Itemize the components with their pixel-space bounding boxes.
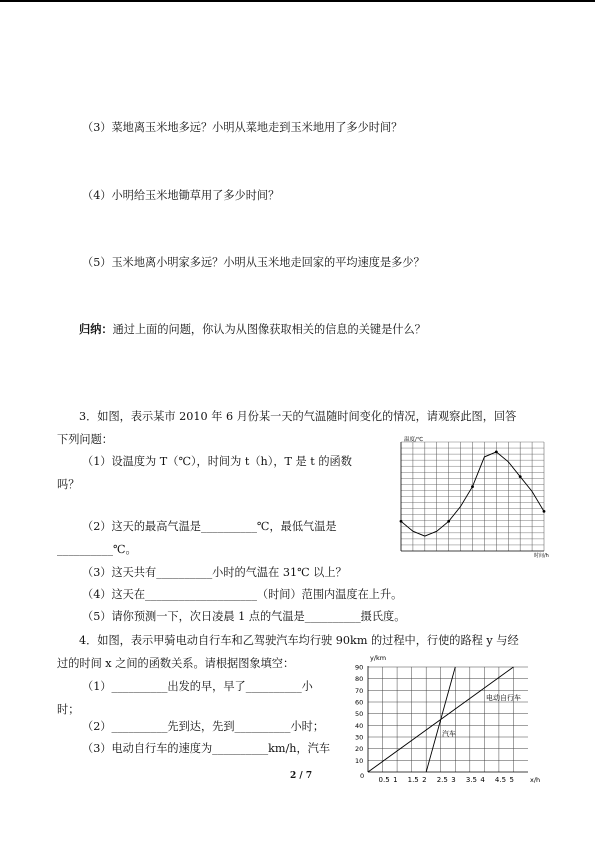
temperature-point [543, 510, 546, 513]
header-rule [0, 0, 595, 2]
temperature-point [519, 475, 522, 478]
problem3-sub5: （5）请你预测一下，次日凌晨 1 点的气温是__________摄氏度。 [82, 610, 406, 623]
summary-label: 归纳： [79, 322, 113, 336]
distance-x-tick-label: 1.5 [407, 776, 419, 784]
problem3-sub1-line1: （1）设温度为 T（℃），时间为 t（h），T 是 t 的函数 [82, 455, 352, 468]
distance-y-tick-label: 70 [355, 686, 364, 695]
temperature-point [471, 485, 474, 488]
problem4-sub1-line1: （1）__________出发的早，早了__________小 [82, 680, 313, 693]
distance-origin-label: 0 [360, 772, 365, 780]
problem3-intro-line2: 下列问题： [57, 433, 113, 446]
distance-x-tick-label: 4.5 [494, 776, 507, 784]
distance-y-tick-label: 40 [355, 721, 364, 730]
question-3: （3）菜地离玉米地多远？小明从菜地走到玉米地用了多少时间？ [82, 121, 403, 134]
temperature-x-label: 时间/h [534, 553, 549, 559]
question-4: （4）小明给玉米地锄草用了多少时间？ [82, 189, 280, 202]
series-label-ebike: 电动自行车 [486, 694, 521, 702]
distance-x-tick-label: 2 [422, 776, 427, 784]
temperature-point [495, 451, 498, 454]
distance-x-tick-label: 4 [480, 776, 485, 784]
problem4-intro-line1: 4．如图，表示甲骑电动自行车和乙驾驶汽车均行驶 90km 的过程中，行使的路程 y 与经 [79, 634, 519, 647]
distance-y-tick-label: 80 [355, 675, 364, 684]
distance-y-label: y/km [370, 654, 387, 662]
page-number: 2 / 7 [290, 771, 313, 781]
distance-x-tick-label: 2.5 [436, 776, 448, 784]
distance-y-tick-label: 60 [355, 698, 364, 707]
distance-y-tick-label: 30 [355, 733, 364, 742]
problem3-sub3: （3）这天共有__________小时的气温在 31℃ 以上？ [82, 566, 347, 579]
problem3-sub2-line1: （2）这天的最高气温是__________℃，最低气温是 [82, 520, 337, 533]
temperature-point [447, 520, 450, 523]
distance-x-tick-label: 3.5 [465, 776, 477, 784]
distance-y-tick-label: 10 [355, 756, 364, 765]
problem4-sub1-line2: 时； [57, 703, 80, 716]
distance-y-tick-label: 20 [355, 745, 364, 754]
question-5: （5）玉米地离小明家多远？小明从玉米地走回家的平均速度是多少？ [82, 256, 425, 269]
distance-x-tick-label: 3 [451, 776, 456, 784]
series-label-car: 汽车 [442, 730, 456, 738]
distance-x-tick-label: 1 [393, 776, 398, 784]
problem3-sub1-line2: 吗？ [57, 478, 80, 491]
problem3-sub2-line2: __________℃。 [57, 543, 137, 556]
temperature-y-label: 温度/℃ [404, 437, 424, 443]
temperature-chart [394, 432, 554, 574]
distance-x-tick-label: 5 [509, 776, 514, 784]
problem4-sub2: （2）__________先到达，先到__________小时； [82, 720, 325, 733]
temperature-point [400, 520, 403, 523]
summary-line [79, 322, 426, 337]
problem3-intro-line1: 3．如图，表示某市 2010 年 6 月份某一天的气温随时间变化的情况，请观察此图，回答 [79, 410, 517, 423]
distance-chart [352, 654, 542, 784]
summary-text: 通过上面的问题，你认为从图像获取相关的信息的关键是什么？ [112, 323, 426, 336]
distance-x-label: x/h [530, 776, 541, 784]
distance-chart-grid [368, 667, 528, 772]
problem4-sub3: （3）电动自行车的速度为__________km/h，汽车 [82, 742, 331, 755]
problem3-sub4: （4）这天在____________________（时间）范围内温度在上升。 [82, 588, 403, 601]
problem4-intro-line2: 过的时间 x 之间的函数关系。请根据图象填空： [57, 657, 295, 670]
distance-x-tick-label: 0.5 [378, 776, 390, 784]
distance-y-tick-label: 90 [355, 663, 364, 672]
distance-y-tick-label: 50 [355, 710, 364, 719]
